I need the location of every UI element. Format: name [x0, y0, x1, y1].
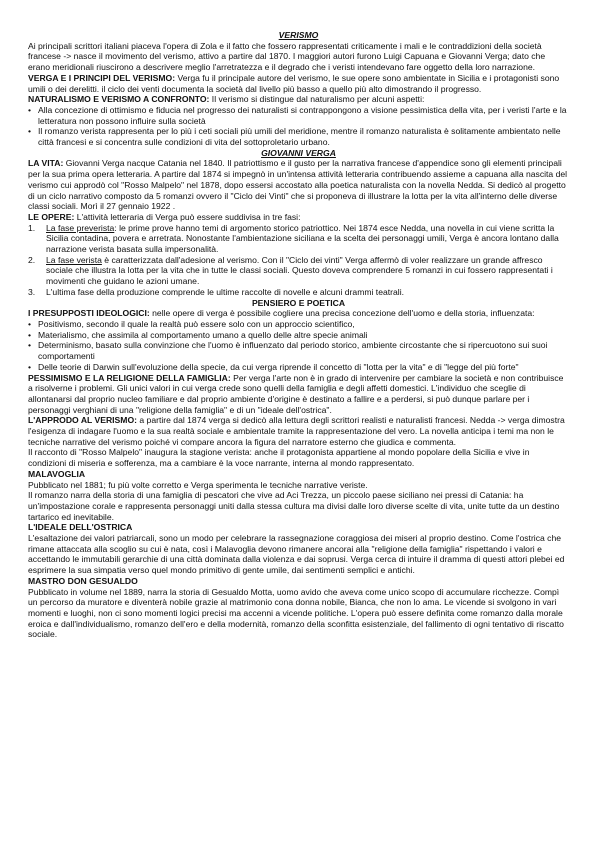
gesualdo-heading: MASTRO DON GESUALDO [28, 575, 138, 586]
list-item: • Il romanzo verista rappresenta per lo più i ceti sociali più umili del meridione, mentre il romanzo naturalista è solitamente ambientato nelle città francesi e si concentra sulle condizioni di vita del sottoproletario urbano. [28, 126, 569, 147]
list-item [28, 287, 569, 298]
pessimismo-paragraph [28, 373, 569, 416]
verga-principi-heading: VERGA E I PRINCIPI DEL VERISMO: [28, 72, 176, 83]
pessimismo-text: Per verga l'arte non è in grado di intervenire per cambiare la società e non contribuisce a risolverne i problemi. Gli unici valori in cui verga crede sono quelli della famiglia e degli affetti domestici. L'individuo che sceglie di allontanarsi dal proprio nucleo familiare e dal proprio ambiente d'origine è destinato a fallire e a perdersi, si può dunque parlare per i personaggi verghiani di una "religione della famiglia" e di un "ideale dell'ostrica". [28, 372, 564, 415]
approdo-heading: L'APPRODO AL VERISMO: [28, 415, 137, 426]
opere-paragraph [28, 212, 569, 223]
pensiero-title: PENSIERO E POETICA [251, 297, 346, 308]
verga-principi-paragraph [28, 73, 569, 94]
list-number: 1. [28, 222, 36, 233]
verga-title: GIOVANNI VERGA [261, 147, 336, 158]
confronto-heading: NATURALISMO E VERISMO A CONFRONTO: [28, 94, 210, 105]
list-item: • Materialismo, che assimila al comportamento umano a quello delle altre specie animali [28, 330, 569, 341]
phase-text: L'ultima fase della produzione comprende le ultime raccolte di novelle e alcuni drammi teatrali. [46, 286, 404, 297]
verismo-intro: Ai principali scrittori italiani piaceva l'opera di Zola e il fatto che fossero rappresentati criticamente i mali e le contraddizioni della società francese -> nasce il movimento del verismo, attivo a partire dal 1870. I maggiori autori furono Luigi Capuana e Giovanni Verga; dato che erano meridionali riuscirono a descrivere meglio l'arretratezza e il degrado che i veristi intendevano fare oggetto della loro narrazione. [28, 40, 546, 73]
list-item: • Determinismo, basato sulla convinzione che l'uomo è influenzato dal periodo storico, ambiente circostante che si ripercuotono sui suoi comportamenti [28, 340, 569, 361]
phase-text: è caratterizzata dall'adesione al verismo. Con il "Ciclo dei vinti" Verga affermò di voler realizzare un grande affresco sociale che illustra la lotta per la vita che in tutte le classi sociali. Questo doveva comprendere 5 romanzi in cui fossero rappresentati i movimenti che guidano le azioni umane. [46, 254, 553, 287]
pessimismo-heading: PESSIMISMO E LA RELIGIONE DELLA FAMIGLIA: [28, 372, 231, 383]
presupposti-text: nelle opere di verga è possibile cogliere una precisa concezione dell'uomo e della storia, influenzata: [149, 308, 535, 319]
list-item: • Delle teorie di Darwin sull'evoluzione della specie, da cui verga riprende il concetto di "lotta per la vita" e di "legge del più forte" [28, 362, 569, 373]
list-item [28, 255, 569, 287]
opere-list [28, 223, 569, 298]
list-item: • Alla concezione di ottimismo e fiducia nel progresso dei naturalisti si contrappongono a visione pessimistica della vita, per i veristi l'arte e la letteratura non possono influire sulla società [28, 105, 569, 126]
ostrica-heading: L'IDEALE DELL'OSTRICA [28, 522, 133, 533]
phase-label: La fase verista [46, 254, 102, 265]
document-page [28, 30, 569, 640]
presupposti-paragraph [28, 308, 569, 319]
phase-label: La fase preverista [46, 222, 115, 233]
list-number: 3. [28, 286, 36, 297]
list-item: • Positivismo, secondo il quale la realtà può essere solo con un approccio scientifico, [28, 319, 569, 330]
approdo-paragraph [28, 415, 569, 447]
malavoglia-paragraph-1: Pubblicato nel 1881; fu più volte corretto e Verga sperimenta le tecniche narrative veriste. [28, 479, 368, 490]
opere-heading: LE OPERE: [28, 211, 75, 222]
malavoglia-heading: MALAVOGLIA [28, 468, 86, 479]
opere-text: L'attività letteraria di Verga può essere suddivisa in tre fasi: [74, 211, 301, 222]
presupposti-heading: I PRESUPPOSTI IDEOLOGICI: [28, 308, 150, 319]
verismo-title: VERISMO [278, 30, 319, 40]
approdo-text: a partire dal 1874 verga si dedicò alla lettura degli scrittori realisti e naturalisti francesi. Nedda -> verga dimostra l'esigenza di indagare l'uomo e la sua realtà sociale e ambientale tramite la rappresentazione del vero. La novella anticipa i temi ma non le tecniche narrative del verismo poiché vi compare ancora la figura del narratore esterno che giudica e commenta. [28, 415, 565, 447]
phase-text: : le prime prove hanno temi di argomento storico patriottico. Nei 1874 esce Nedda, una novella in cui viene scritta la Sicilia contadina, povera e arretrata. Nonostante l'ambientazione siciliana e la scelta dei personaggi umili, Verga è ancora lontano dalla narrazione verista basata sulla impersonalità. [46, 222, 559, 255]
confronto-text: Il verismo si distingue dal naturalismo per alcuni aspetti: [209, 94, 425, 105]
confronto-list [28, 105, 569, 148]
vita-heading: LA VITA: [28, 158, 64, 169]
confronto-paragraph [28, 94, 569, 105]
vita-text: Giovanni Verga nacque Catania nel 1840. Il patriottismo e il gusto per la narrativa francese d'appendice sono gli elementi principali per la sua prima opera letteraria. A partire dal 1874 si impegnò in un'intensa attività letteraria contribuendo assieme a capuana alla nascita del verismo cui approdò col "Rosso Malpelo" nel 1878, dopo essersi accostato alla poetica naturalista con la novella Nedda. Si dedicò al progetto di un ciclo narrativo composto da 5 romanzi ovvero il "Ciclo dei Vinti" che si proponeva di illustrare la lotta per la vita all'interno delle diverse classi sociali. Morì il 27 gennaio 1922 . [28, 158, 568, 212]
list-item [28, 223, 569, 255]
list-number: 2. [28, 254, 36, 265]
malpelo-paragraph: Il racconto di "Rosso Malpelo" inaugura la stagione verista: anche il protagonista appartiene al mondo popolare della Sicilia e vive in condizioni di miseria e sofferenza, ma a cambiare è la voce narrante, interna al mondo rappresentato. [28, 447, 530, 469]
vita-paragraph [28, 158, 569, 212]
gesualdo-paragraph: Pubblicato in volume nel 1889, narra la storia di Gesualdo Motta, uomo avido che aveva come unico scopo di accumulare ricchezze. Compì un percorso da muratore e diventerà nobile grazie al matrimonio cona donna nobile, Bianca, che non lo ama. Le vicende si svolgono in vari momenti e luoghi, non ci sono momenti logici precisi ma accenni a vicende politiche. L'opera può essere definita come romanzo dalla morale eroica e dall'individualismo, romanzo dell'ero e della modernità, romanzo della sconfitta esistenziale, del fallimento di ogni tentativo di riscatto sociale. [28, 586, 564, 640]
presupposti-list [28, 319, 569, 373]
ostrica-paragraph: L'esaltazione dei valori patriarcali, sono un modo per celebrare la rassegnazione coraggiosa dei miseri al proprio destino. Come l'ostrica che rimane attaccata alla scoglio su cui è nata, così i Malavoglia devono rimanere ancorai alla "religione della famiglia" rispettando i valori e accettando le immutabili gerarchie di una città dominata dalla violenza e dai soprusi. Verga cerca di intuire il dramma di questi attori plebei ed esprimere la sua simpatia verso quel mondo primitivo di gente umile, dai sentimenti semplici e antichi. [28, 533, 565, 576]
malavoglia-paragraph-2: Il romanzo narra della storia di una famiglia di pescatori che vive ad Aci Trezza, un piccolo paese siciliano nei pressi di Catania: ha un'impostazione corale e rappresenta personaggi uniti dalla stessa cultura ma divisi dalle loro diverse scelte di vita, unite tutte da un destino tartarico ed inevitabile. [28, 490, 560, 522]
verga-principi-text: Verga fu il principale autore del verismo, le sue opere sono ambientate in Sicilia e i protagonisti sono umili o dei derelitti. il ciclo dei venti documenta la società dal livello più basso a quello più alto dimostrando il progresso. [28, 72, 560, 94]
